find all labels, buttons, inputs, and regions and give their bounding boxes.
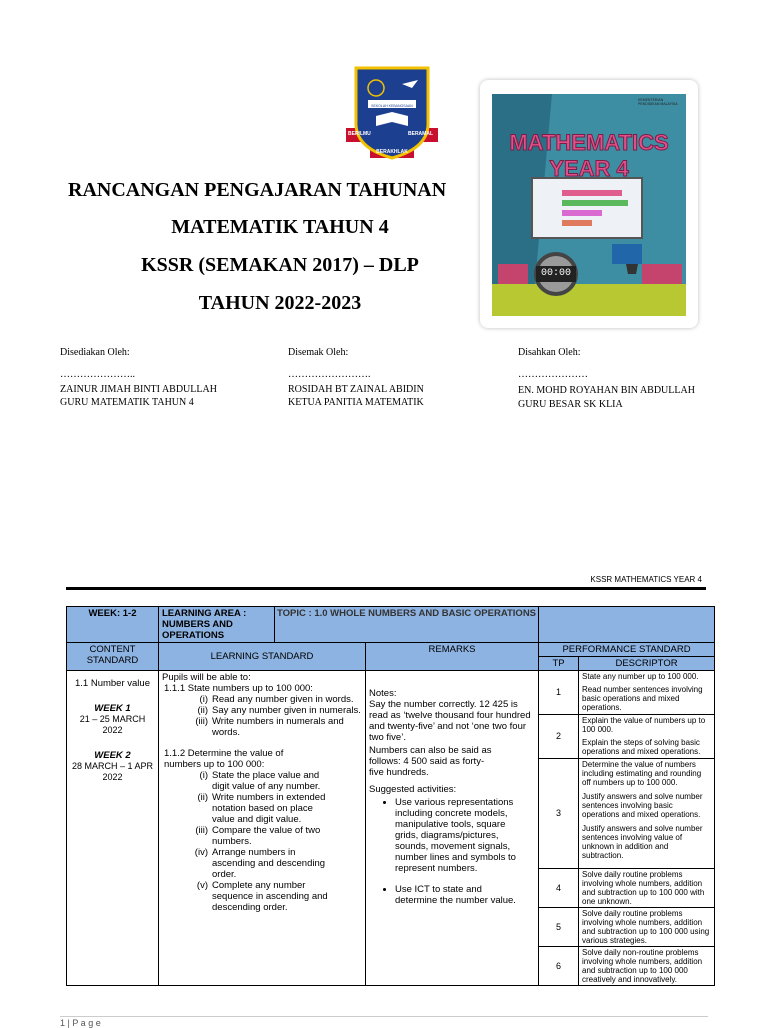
col-descriptor: DESCRIPTOR	[579, 657, 715, 671]
page-footer: 1 | P a g e	[60, 1018, 101, 1028]
school-logo	[346, 66, 438, 164]
descriptor-6: Solve daily non-routine problems involving whole numbers, addition and subtraction up to 100 000 creatively and innovatively.	[579, 947, 715, 986]
signatory-reviewed	[288, 346, 424, 409]
list-item-text: Write numbers in numerals and words.	[212, 716, 344, 738]
remarks-bullet-list	[395, 797, 535, 906]
signatory-position: GURU BESAR SK KLIA	[518, 399, 623, 410]
tp-6: 6	[539, 947, 579, 986]
signatory-prepared	[60, 346, 217, 409]
footer-rule	[60, 1016, 708, 1017]
descriptor-3	[579, 759, 715, 869]
remarks-bullet: • Use various representations including concrete models, manipulative tools, square grids, diagrams/pictures, sounds, movement signals, number lines and symbols to represent numbers.	[395, 797, 525, 874]
remarks-suggested: Suggested activities:	[369, 784, 457, 795]
lesson-plan-table	[66, 606, 715, 986]
descriptor-4: Solve daily routine problems involving whole numbers, addition and subtraction up to 100 000 with one unknown.	[579, 869, 715, 908]
list-item	[190, 792, 332, 825]
ls-intro: Pupils will be able to:	[162, 672, 251, 683]
motto-right: BERAMAL	[408, 131, 433, 137]
descriptor-text: Read number sentences involving basic operations and mixed operations.	[582, 685, 703, 712]
cover-art	[492, 94, 686, 316]
doc-title-3: KSSR (SEMAKAN 2017) – DLP	[141, 254, 419, 276]
week1-dates: 21 – 25 MARCH 2022	[79, 714, 146, 735]
table-row	[67, 671, 715, 715]
header-rule	[66, 587, 706, 590]
doc-title-1: RANCANGAN PENGAJARAN TAHUNAN	[68, 179, 447, 201]
list-item-text: State the place value and digit value of any number.	[212, 770, 321, 792]
col-content-standard: CONTENT STANDARD	[67, 643, 159, 671]
cover-title-line2: YEAR 4	[549, 156, 629, 181]
ls-112-list	[190, 770, 362, 913]
signatory-position: KETUA PANITIA MATEMATIK	[288, 397, 424, 408]
signatory-role: Disemak Oleh:	[288, 347, 349, 358]
list-item-number: (i)	[199, 770, 208, 781]
week2-dates: 28 MARCH – 1 APR 2022	[71, 761, 154, 782]
descriptor-text: Determine the value of numbers including estimating and rounding off numbers up to 100 000.	[582, 760, 702, 787]
tp-2: 2	[539, 715, 579, 759]
list-item	[190, 847, 332, 880]
signatory-name: ROSIDAH BT ZAINAL ABIDIN	[288, 384, 424, 395]
topic-cell-cont	[539, 607, 715, 643]
list-item	[190, 705, 362, 716]
list-item-number: (ii)	[197, 705, 208, 716]
descriptor-2	[579, 715, 715, 759]
signatory-name: ZAINUR JIMAH BINTI ABDULLAH	[60, 384, 217, 395]
list-item	[190, 716, 362, 738]
list-item	[190, 694, 362, 705]
tp-5: 5	[539, 908, 579, 947]
page-header-text: KSSR MATHEMATICS YEAR 4	[590, 575, 702, 584]
descriptor-text: Justify answers and solve number sentences involving value of unknown in addition and subtraction.	[582, 824, 703, 860]
signature-line: …………………….	[288, 369, 371, 380]
descriptor-text: Explain the value of numbers up to 100 000.	[582, 716, 706, 734]
tp-3: 3	[539, 759, 579, 869]
signature-line: …………………	[518, 369, 588, 380]
remarks-notes: Notes:	[369, 688, 397, 699]
signature-line: …………………..	[60, 369, 135, 380]
col-tp: TP	[539, 657, 579, 671]
week2-label: WEEK 2	[94, 750, 131, 761]
week-cell: WEEK: 1-2	[67, 607, 159, 643]
learning-standard-cell	[159, 671, 366, 986]
signatory-name: EN. MOHD ROYAHAN BIN ABDULLAH	[518, 385, 695, 396]
list-item-number: (iii)	[195, 716, 208, 727]
descriptor-5: Solve daily routine problems involving whole numbers, addition and subtraction up to 100 000 using various strategies.	[579, 908, 715, 947]
tp-1: 1	[539, 671, 579, 715]
list-item-number: (iv)	[194, 847, 208, 858]
list-item-text: Say any number given in numerals.	[212, 705, 361, 716]
list-item-text: Write numbers in extended notation based on place value and digit value.	[212, 792, 326, 825]
textbook-cover	[480, 80, 698, 328]
doc-title-2: MATEMATIK TAHUN 4	[171, 216, 389, 238]
ls-111: 1.1.1 State numbers up to 100 000:	[164, 683, 313, 694]
signatory-role: Disahkan Oleh:	[518, 347, 581, 358]
motto-left: BERILMU	[348, 131, 371, 137]
list-item-number: (i)	[199, 694, 208, 705]
remarks-cell	[366, 671, 539, 986]
remarks-paragraph-2: Numbers can also be said as follows: 4 500 said as forty-five hundreds.	[369, 745, 492, 778]
signatory-role: Disediakan Oleh:	[60, 347, 130, 358]
list-item-text: Arrange numbers in ascending and descending order.	[212, 847, 326, 880]
remarks-paragraph-1: Say the number correctly. 12 425 is read as ‘twelve thousand four hundred and twenty-five’ and not ‘one two four two five’.	[369, 699, 531, 743]
remarks-bullet: • Use ICT to state and determine the number value.	[395, 884, 525, 906]
learning-area-cell	[159, 607, 539, 643]
col-performance: PERFORMANCE STANDARD	[539, 643, 715, 657]
motto-bottom: BERAKHLAK	[376, 149, 408, 155]
topic-label: TOPIC : 1.0 WHOLE NUMBERS AND BASIC OPERATIONS	[277, 608, 537, 619]
list-item-text: Compare the value of two numbers.	[212, 825, 321, 847]
col-remarks: REMARKS	[366, 643, 539, 671]
ls-111-list	[190, 694, 362, 738]
list-item-number: (v)	[196, 880, 208, 891]
publisher-label: KEMENTERIAN PENDIDIKAN MALAYSIA	[638, 98, 678, 106]
ls-112: 1.1.2 Determine the value of numbers up to 100 000:	[164, 748, 284, 770]
descriptor-text: Justify answers and solve number sentences involving basic operations and mixed operations.	[582, 792, 703, 819]
list-item-number: (ii)	[197, 792, 208, 803]
doc-title-4: TAHUN 2022-2023	[198, 292, 362, 314]
cover-clock: 00:00	[540, 268, 571, 279]
school-name-text: SEKOLAH KEBANGSAAN KLIA	[371, 104, 413, 112]
descriptor-1	[579, 671, 715, 715]
cover-title-line1: MATHEMATICS	[509, 130, 669, 155]
content-standard-cell	[67, 671, 159, 986]
table-header-row	[67, 607, 715, 643]
list-item-text: Read any number given in words.	[212, 694, 354, 705]
tp-4: 4	[539, 869, 579, 908]
list-item	[190, 880, 332, 913]
week1-label: WEEK 1	[94, 703, 131, 714]
list-item-text: Complete any number sequence in ascending and descending order.	[212, 880, 328, 913]
list-item	[190, 825, 332, 847]
list-item-number: (iii)	[195, 825, 208, 836]
col-learning-standard: LEARNING STANDARD	[159, 643, 366, 671]
signatory-approved	[518, 346, 695, 412]
list-item	[190, 770, 332, 792]
descriptor-text: State any number up to 100 000.	[582, 672, 699, 681]
content-standard-text: 1.1 Number value	[75, 678, 150, 689]
learning-area-label: LEARNING AREA : NUMBERS AND OPERATIONS	[159, 607, 275, 642]
signatory-position: GURU MATEMATIK TAHUN 4	[60, 397, 194, 408]
table-colhead-row	[67, 643, 715, 657]
descriptor-text: Explain the steps of solving basic operations and mixed operations.	[582, 738, 701, 756]
